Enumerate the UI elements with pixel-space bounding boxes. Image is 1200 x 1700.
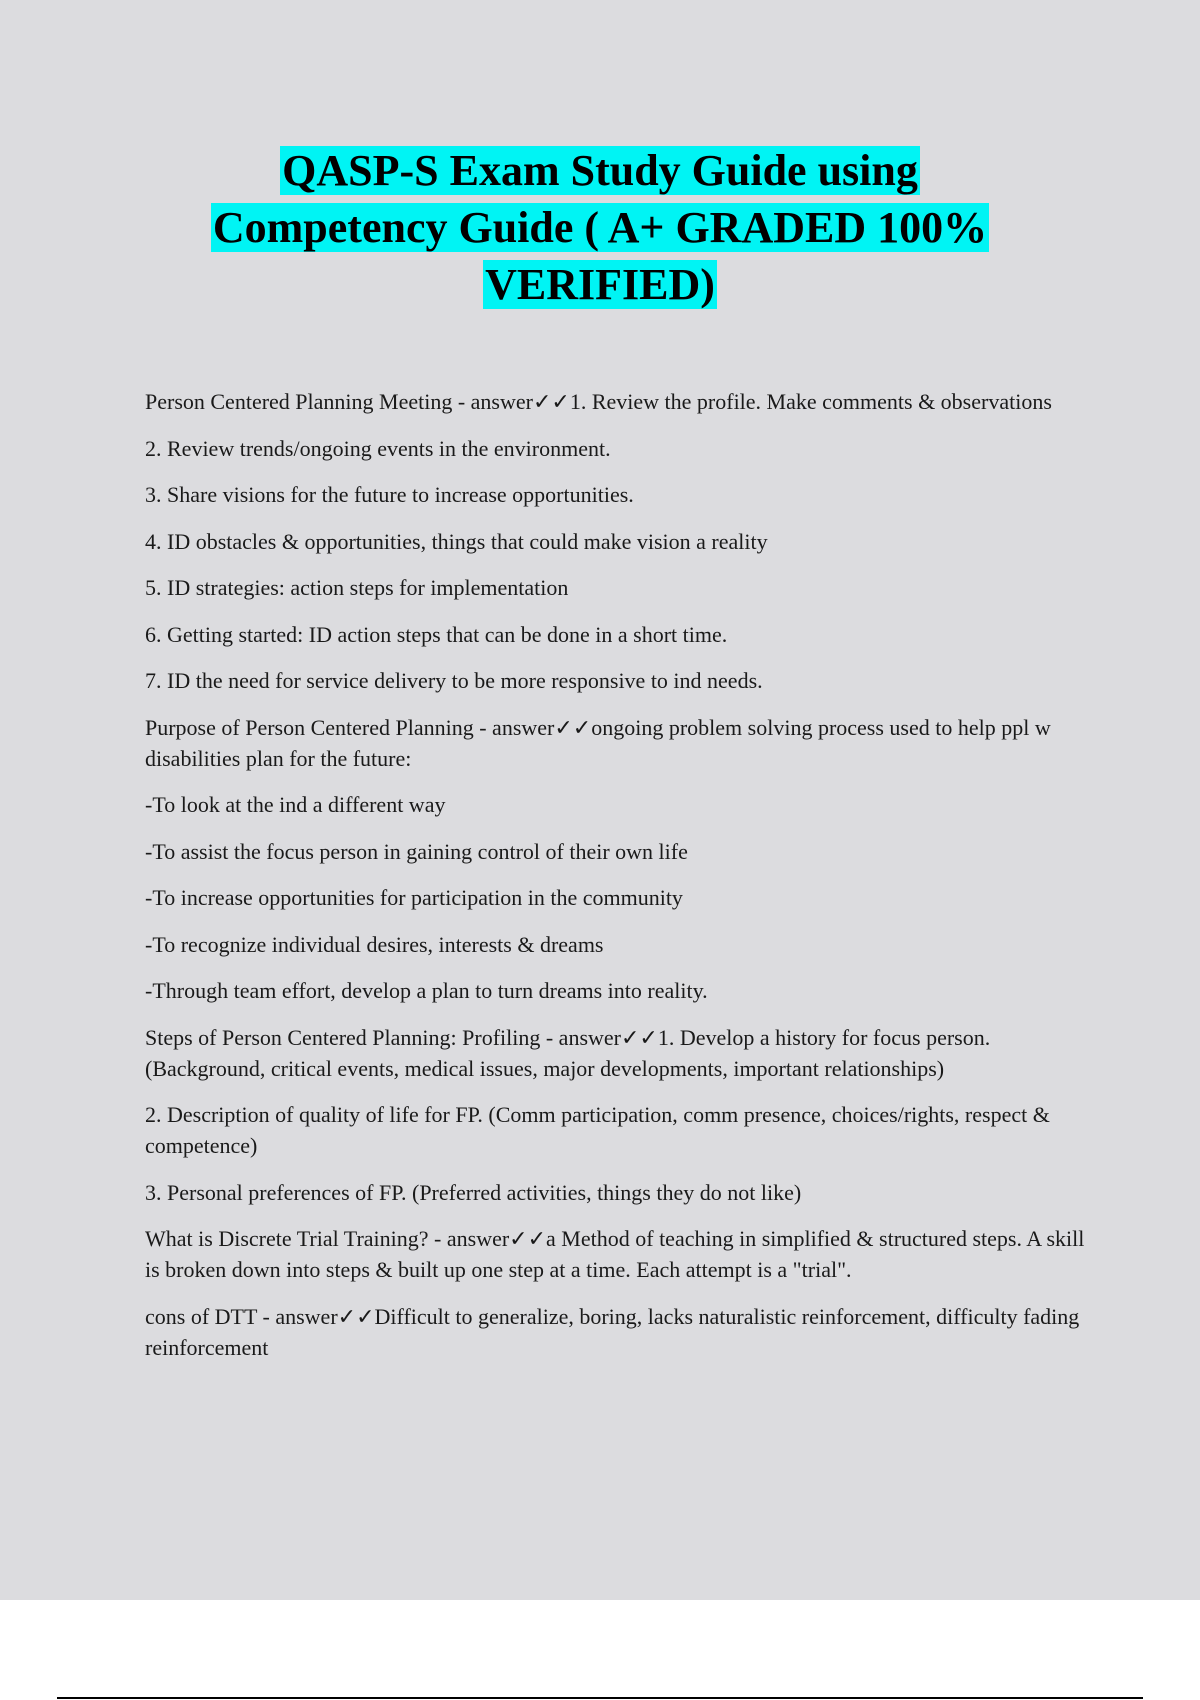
qa-paragraph: Steps of Person Centered Planning: Profiling - answer✓✓1. Develop a history for focus person. (Background, critical events, medical issues, major developments, important relationships)	[145, 1024, 991, 1081]
qa-paragraph: Person Centered Planning Meeting - answer✓✓1. Review the profile. Make comments & observations	[145, 389, 1052, 414]
document-body	[145, 386, 1085, 1378]
list-item: -To look at the ind a different way	[145, 792, 446, 817]
list-item: 3. Personal preferences of FP. (Preferred activities, things they do not like)	[145, 1179, 802, 1205]
list-item: 2. Review trends/ongoing events in the environment.	[145, 435, 611, 461]
footer-divider	[57, 1697, 1143, 1699]
title-line: VERIFIED)	[485, 260, 715, 309]
list-item: 7. ID the need for service delivery to be more responsive to ind needs.	[145, 668, 763, 693]
qa-paragraph: Purpose of Person Centered Planning - answer✓✓ongoing problem solving process used to help ppl w disabilities plan for the future:	[145, 714, 1051, 771]
list-item: -To recognize individual desires, interests & dreams	[145, 931, 604, 957]
list-item: 6. Getting started: ID action steps that can be done in a short time.	[145, 621, 728, 647]
list-item: 4. ID obstacles & opportunities, things that could make vision a reality	[145, 528, 768, 554]
list-item: -Through team effort, develop a plan to turn dreams into reality.	[145, 978, 708, 1003]
document-title	[0, 142, 1200, 313]
list-item: -To increase opportunities for participation in the community	[145, 885, 683, 910]
list-item: 3. Share visions for the future to increase opportunities.	[145, 482, 634, 507]
qa-paragraph: What is Discrete Trial Training? - answer✓✓a Method of teaching in simplified & structured steps. A skill is broken down into steps & built up one step at a time. Each attempt is a "trial".	[145, 1226, 1085, 1282]
qa-paragraph: cons of DTT - answer✓✓Difficult to generalize, boring, lacks naturalistic reinforcement, difficulty fading reinforcement	[145, 1303, 1080, 1360]
title-line: QASP-S Exam Study Guide using	[282, 146, 918, 195]
title-line: Competency Guide ( A+ GRADED 100%	[212, 203, 988, 252]
list-item: -To assist the focus person in gaining control of their own life	[145, 838, 688, 864]
list-item: 5. ID strategies: action steps for implementation	[145, 575, 569, 600]
list-item: 2. Description of quality of life for FP. (Comm participation, comm presence, choices/rights, respect & competence)	[145, 1102, 1050, 1158]
